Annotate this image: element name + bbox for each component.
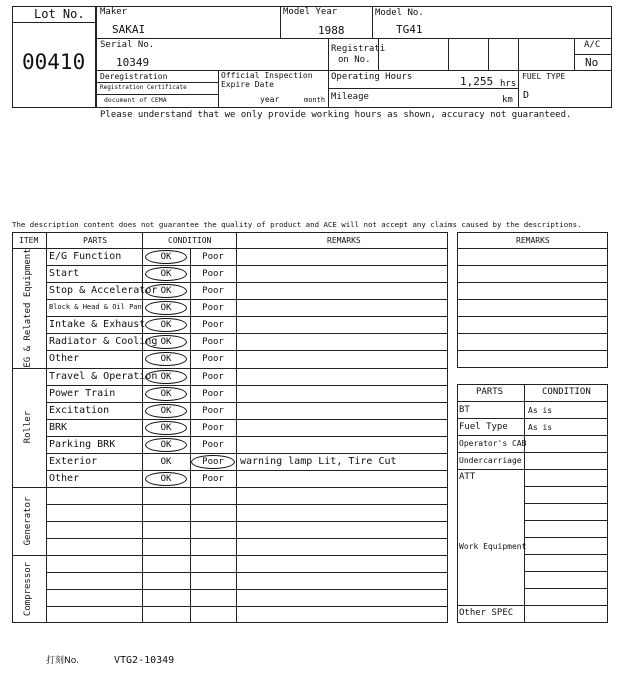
model-year-value: 1988	[318, 24, 345, 37]
ok-option[interactable]: OK	[145, 352, 187, 366]
ok-option[interactable]: OK	[145, 267, 187, 281]
registration-label-2: on No.	[338, 55, 371, 65]
part-label: Exterior	[49, 456, 98, 467]
hours-notice: Please understand that we only provide working hours as shown, accuracy not guaranteed.	[100, 110, 572, 120]
ok-option[interactable]: OK	[145, 284, 187, 298]
serial-label: Serial No.	[100, 40, 155, 50]
group-label-roller: Roller	[23, 410, 33, 444]
fuel-type-value: D	[523, 90, 530, 101]
year-label: year	[260, 95, 280, 104]
remark-text: warning lamp Lit, Tire Cut	[240, 456, 397, 467]
poor-option[interactable]: Poor	[202, 406, 224, 416]
ok-option[interactable]: OK	[145, 318, 187, 332]
poor-option[interactable]: Poor	[202, 372, 224, 382]
model-no-label: Model No.	[375, 8, 424, 18]
poor-option[interactable]: Poor	[202, 286, 224, 296]
mileage-label: Mileage	[331, 92, 369, 102]
poor-option[interactable]: Poor	[202, 252, 224, 262]
item-header: ITEM	[19, 236, 39, 245]
poor-option[interactable]: Poor	[202, 474, 224, 484]
part-label: Block & Head & Oil Pan	[49, 303, 142, 311]
poor-option[interactable]: Poor	[202, 269, 224, 279]
reg-cert-label: Registration Certificate	[100, 84, 187, 91]
poor-option[interactable]: Poor	[202, 389, 224, 399]
right-remarks-header: REMARKS	[516, 236, 550, 245]
ac-label: A/C	[584, 40, 601, 50]
inspection-label: Official Inspection	[221, 71, 313, 80]
ok-option[interactable]: OK	[145, 421, 187, 435]
part-label: Start	[49, 268, 80, 279]
side-part-bt: BT	[459, 405, 470, 415]
poor-option[interactable]: Poor	[202, 440, 224, 450]
deregistration-label: Deregistration	[100, 72, 168, 81]
ac-value: No	[585, 56, 599, 69]
maker-label: Maker	[100, 7, 128, 17]
side-part-work-equipment: Work Equipment	[459, 542, 527, 551]
side-condition-fuel-type: As is	[528, 423, 553, 432]
operating-hours-value: 1,255	[460, 75, 494, 88]
model-year-label: Model Year	[283, 7, 338, 17]
part-label: E/G Function	[49, 251, 122, 262]
part-label: Travel & Operation	[49, 371, 158, 382]
ok-option[interactable]: OK	[145, 438, 187, 452]
lot-number: 00410	[22, 50, 86, 74]
lot-label: Lot No.	[34, 7, 85, 21]
ok-option[interactable]: OK	[145, 335, 187, 349]
side-condition-header: CONDITION	[542, 387, 591, 397]
side-part-other-spec: Other SPEC	[459, 608, 514, 618]
serial-value: 10349	[116, 56, 150, 69]
remarks-header: REMARKS	[327, 236, 361, 245]
part-label: Intake & Exhaust	[49, 319, 146, 330]
side-part-operator-cab: Operator's CAB	[459, 439, 527, 448]
ok-option[interactable]: OK	[145, 370, 187, 384]
ok-option[interactable]: OK	[145, 387, 187, 401]
part-label: Other	[49, 353, 80, 364]
ok-option[interactable]: OK	[145, 250, 187, 264]
operating-hours-label: Operating Hours	[331, 72, 413, 82]
part-label: Parking BRK	[49, 439, 116, 450]
description-notice: The description content does not guarantee the quality of product and ACE will not accept any claims caused by the descriptions.	[12, 220, 582, 229]
cema-label: document of CEMA	[104, 96, 167, 104]
side-part-undercarriage: Undercarriage	[459, 456, 522, 465]
registration-label: Registrati	[331, 44, 386, 54]
km-unit: km	[502, 95, 513, 105]
side-condition-bt: As is	[528, 406, 553, 415]
ok-option[interactable]: OK	[145, 472, 187, 486]
month-label: month	[304, 96, 326, 104]
part-label: Stop & Accelerator	[49, 285, 158, 296]
stamp-label: 打刻No.	[46, 656, 79, 666]
poor-option[interactable]: Poor	[202, 337, 224, 347]
poor-option[interactable]: Poor	[191, 455, 235, 469]
side-part-att: ATT	[459, 472, 476, 482]
ok-option[interactable]: OK	[145, 301, 187, 315]
maker-value: SAKAI	[112, 23, 146, 36]
part-label: BRK	[49, 422, 68, 433]
inspection-label-2: Expire Date	[221, 80, 274, 89]
group-label-eg: EG & Related Equipment	[23, 248, 33, 368]
side-part-fuel-type: Fuel Type	[459, 422, 508, 432]
hrs-unit: hrs	[500, 79, 517, 89]
side-parts-header: PARTS	[476, 387, 504, 397]
part-label: Excitation	[49, 405, 110, 416]
stamp-value: VTG2-10349	[114, 655, 175, 666]
ok-option[interactable]: OK	[145, 404, 187, 418]
group-label-generator: Generator	[23, 496, 33, 546]
part-label: Other	[49, 473, 80, 484]
poor-option[interactable]: Poor	[202, 423, 224, 433]
condition-header: CONDITION	[168, 236, 212, 245]
poor-option[interactable]: Poor	[202, 303, 224, 313]
fuel-type-label: FUEL TYPE	[522, 72, 566, 81]
poor-option[interactable]: Poor	[202, 354, 224, 364]
parts-header: PARTS	[83, 236, 108, 245]
part-label: Power Train	[49, 388, 116, 399]
group-label-compressor: Compressor	[23, 561, 33, 617]
model-no-value: TG41	[396, 23, 423, 36]
part-label: Radiator & Cooling	[49, 336, 158, 347]
poor-option[interactable]: Poor	[202, 320, 224, 330]
ok-option[interactable]: OK	[160, 457, 172, 467]
